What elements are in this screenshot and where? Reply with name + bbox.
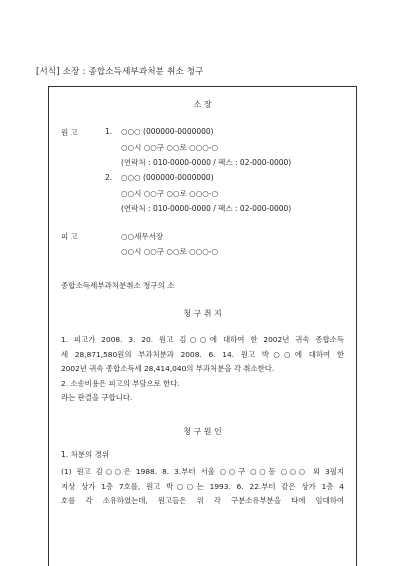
document-header: [서식] 소장 : 종합소득세부과처분 취소 청구	[36, 67, 204, 77]
plaintiff-1-contact: (연락처 : 010-0000-0000 / 팩스 : 02-000-0000)	[121, 158, 292, 167]
plaintiff-2-number: 2.	[105, 173, 113, 182]
claim-line: 라는 판결을 구합니다.	[61, 393, 133, 402]
defendant-name: ○○세무서장	[121, 232, 164, 241]
cause-heading: 청 구 원 인	[183, 427, 222, 436]
cause-line: (1) 원고 김○○은 1988. 8. 3.부터 서울 ○○구 ○○동 ○○○ 외 3필지	[61, 467, 344, 476]
document-title: 소 장	[193, 100, 212, 109]
claim-line: 2. 소송비용은 피고의 부담으로 한다.	[61, 378, 180, 388]
plaintiff-label: 원 고	[61, 128, 78, 137]
cause-text	[61, 465, 344, 509]
claim-line: 2002년 귀속 종합소득세 28,414,040의 부과처분을 각 취소한다.	[61, 364, 275, 373]
case-name: 종합소득세부과처분취소 청구의 소	[61, 281, 175, 290]
complaint-form	[48, 86, 357, 566]
plaintiff-2-name: ○○○ (000000-0000000)	[121, 173, 214, 182]
claim-heading: 청 구 취 지	[183, 309, 222, 318]
claim-line: 세 28,871,580원의 부과처분과 2008. 6. 14. 원고 박○○에 대하여 한	[61, 349, 344, 359]
cause-line: 지상 상가 1층 7호를, 원고 박○○는 1993. 6. 22.부터 같은 상가 1층 4	[61, 481, 344, 491]
cause-subheading: 1. 처분의 경위	[61, 450, 110, 459]
cause-line: 호를 각 소유하였는데, 원고들은 위 각 구분소유부분을 타에 임대하여	[61, 496, 344, 505]
defendant-label: 피 고	[61, 232, 78, 241]
plaintiff-1-number: 1.	[105, 127, 113, 136]
defendant-address: ○○시 ○○구 ○○로 ○○○-○	[121, 247, 219, 256]
claim-text	[61, 333, 344, 406]
plaintiff-1-address: ○○시 ○○구 ○○로 ○○○-○	[121, 143, 219, 152]
plaintiff-1-name: ○○○ (000000-0000000)	[121, 127, 214, 136]
plaintiff-2-address: ○○시 ○○구 ○○로 ○○○-○	[121, 189, 219, 198]
plaintiff-2-contact: (연락처 : 010-0000-0000 / 팩스 : 02-000-0000)	[121, 204, 292, 213]
claim-line: 1. 피고가 2008. 3. 20. 원고 김○○에 대하여 한 2002년 귀속 종합소득	[61, 335, 344, 344]
